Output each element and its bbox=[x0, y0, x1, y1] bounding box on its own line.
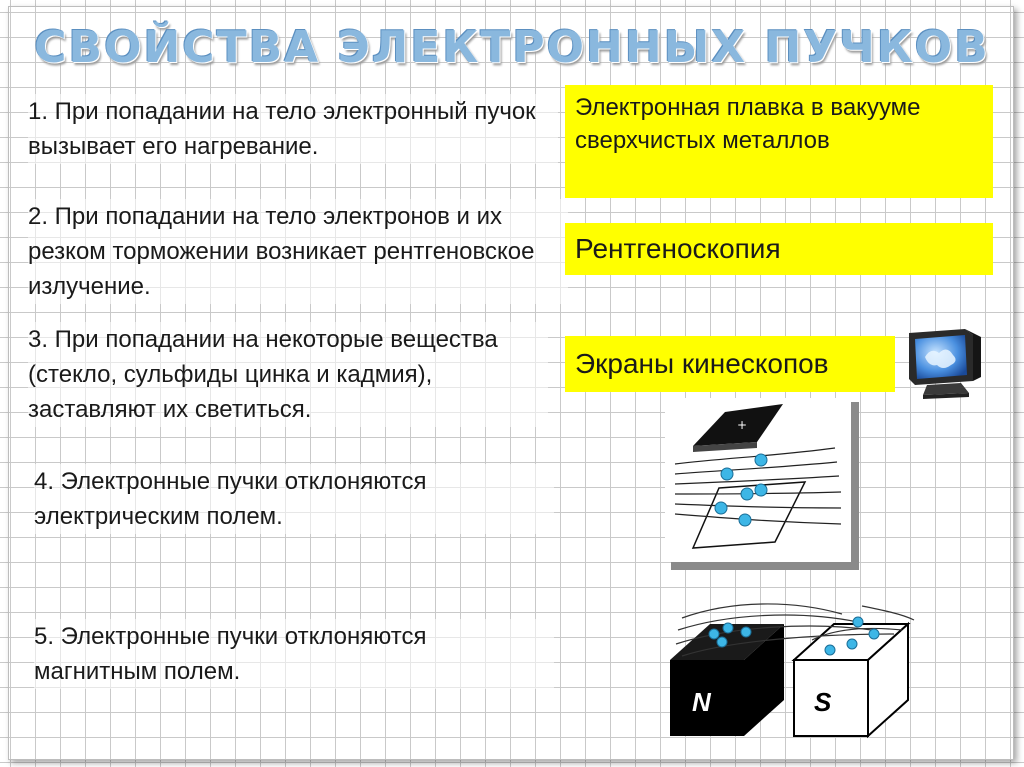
property-2-text: 2. При попадании на тело электронов и их резком торможении возникает рентгеновское излучение. bbox=[28, 199, 568, 304]
property-5-text: 5. Электронные пучки отклоняются магнитным полем. bbox=[34, 619, 554, 689]
north-pole-label: N bbox=[692, 687, 711, 717]
property-1-text: 1. При попадании на тело электронный пучок вызывает его нагревание. bbox=[28, 94, 558, 164]
application-radioscopy: Рентгеноскопия bbox=[565, 223, 993, 275]
property-3-text: 3. При попадании на некоторые вещества (стекло, сульфиды цинка и кадмия), заставляют их светиться. bbox=[28, 322, 548, 427]
slide-title: СВОЙСТВА ЭЛЕКТРОННЫХ ПУЧКОВ bbox=[34, 22, 990, 73]
application-electron-melting: Электронная плавка в вакууме сверхчистых металлов bbox=[565, 85, 993, 198]
south-pole-label: S bbox=[814, 687, 832, 717]
positive-plate-sign: + bbox=[737, 418, 748, 432]
electric-field-deflection-illustration bbox=[665, 398, 861, 570]
property-4-text: 4. Электронные пучки отклоняются электрическим полем. bbox=[34, 464, 554, 534]
crt-monitor-icon bbox=[903, 327, 985, 399]
application-crt-screens: Экраны кинескопов bbox=[565, 336, 895, 392]
magnetic-field-deflection-illustration bbox=[662, 600, 924, 740]
